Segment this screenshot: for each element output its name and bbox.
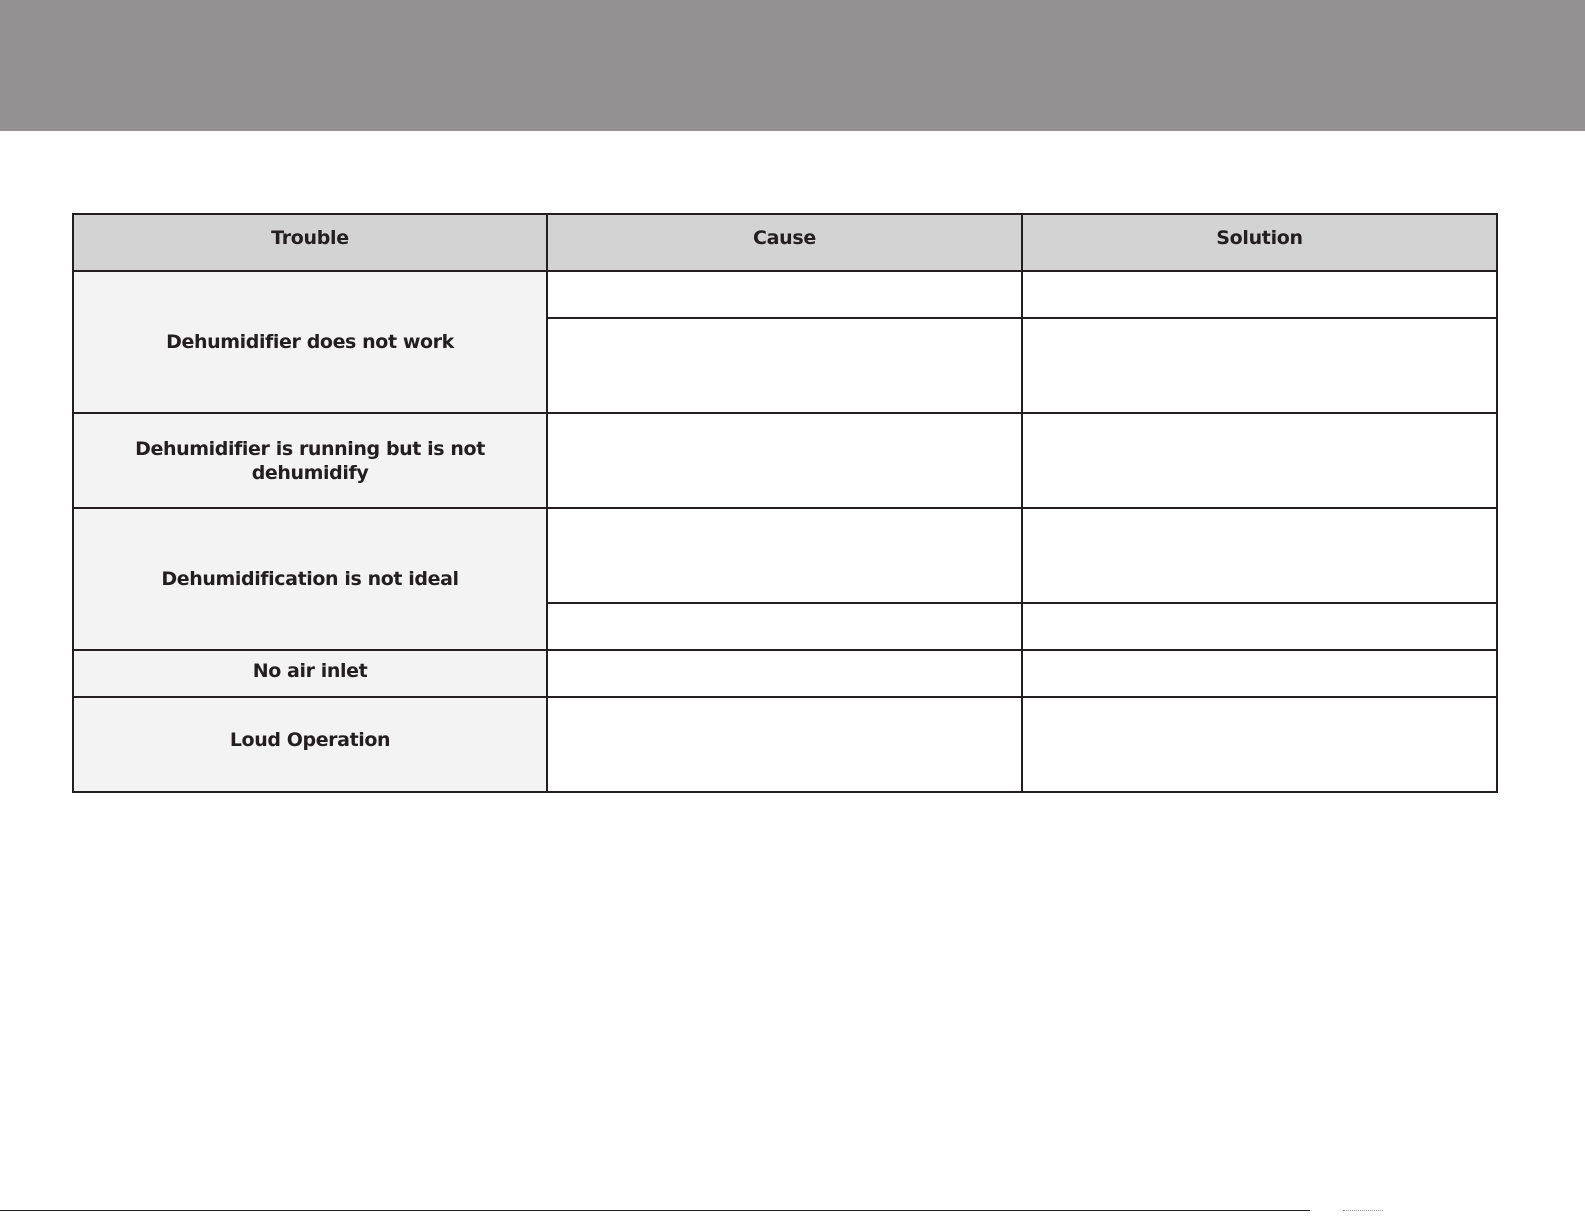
trouble-cell: Dehumidifier does not work	[73, 271, 547, 413]
header-band	[0, 0, 1585, 131]
troubleshooting-table	[72, 213, 1498, 793]
solution-cell	[1022, 271, 1497, 318]
solution-cell	[1022, 318, 1497, 413]
table-row	[73, 413, 1497, 508]
table-row	[73, 508, 1497, 603]
solution-cell	[1022, 413, 1497, 508]
trouble-cell: Loud Operation	[73, 697, 547, 792]
cause-cell	[547, 413, 1022, 508]
table-header-row	[73, 214, 1497, 271]
trouble-cell: Dehumidifier is running but is not dehumidify	[73, 413, 547, 508]
footer-rule	[0, 1210, 1310, 1211]
solution-cell	[1022, 508, 1497, 603]
header-trouble: Trouble	[73, 214, 547, 271]
header-cause: Cause	[547, 214, 1022, 271]
cause-cell	[547, 271, 1022, 318]
cause-cell	[547, 697, 1022, 792]
table-row	[73, 650, 1497, 697]
cause-cell	[547, 318, 1022, 413]
cause-cell	[547, 603, 1022, 650]
trouble-cell: Dehumidification is not ideal	[73, 508, 547, 650]
solution-cell	[1022, 603, 1497, 650]
solution-cell	[1022, 650, 1497, 697]
table-row	[73, 697, 1497, 792]
solution-cell	[1022, 697, 1497, 792]
footer-mark	[1343, 1210, 1383, 1213]
cause-cell	[547, 650, 1022, 697]
table-row	[73, 271, 1497, 318]
cause-cell	[547, 508, 1022, 603]
header-solution: Solution	[1022, 214, 1497, 271]
trouble-cell: No air inlet	[73, 650, 547, 697]
